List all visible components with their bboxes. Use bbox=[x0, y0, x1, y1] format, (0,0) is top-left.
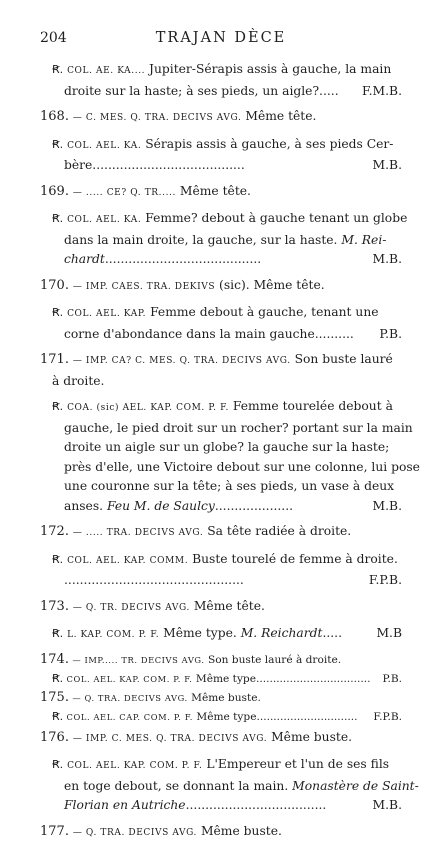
catalogue-text bbox=[40, 60, 420, 849]
entry-number: 171. bbox=[40, 352, 69, 367]
dot-leader: .................... bbox=[214, 498, 294, 513]
reverse-symbol: Ꞧ. bbox=[52, 400, 64, 413]
coin-obverse-entry bbox=[40, 822, 402, 844]
description: Femme debout à gauche, tenant une bbox=[146, 305, 379, 319]
coin-obverse-entry bbox=[40, 728, 402, 750]
description: Sa tête radiée à droite. bbox=[203, 524, 352, 538]
provenance: Feu M. de Saulcy bbox=[103, 498, 215, 513]
legend: — Q. TR. DECIVS AVG. bbox=[72, 602, 190, 613]
running-title: TRAJAN DÈCE bbox=[155, 30, 287, 46]
description-cont: droite un aigle sur un globe? la gauche sur la haste; bbox=[64, 440, 390, 454]
coin-obverse-entry bbox=[40, 182, 402, 204]
description: Son buste lauré à droite. bbox=[204, 653, 342, 666]
legend: COL. AE. KA.... bbox=[67, 66, 146, 76]
coin-obverse-entry bbox=[40, 107, 402, 129]
description-cont: droite sur la haste; à ses pieds, un aigle?..... bbox=[64, 83, 339, 98]
legend: COL. AEL. KA. bbox=[67, 215, 142, 225]
description: Femme tourelée debout à bbox=[229, 399, 393, 413]
dot-leader: ..... bbox=[322, 626, 342, 640]
coin-obverse-entry bbox=[40, 652, 402, 668]
provenance: M. Reichardt bbox=[236, 626, 323, 640]
entry-number: 175. bbox=[40, 689, 69, 705]
provenance: M. Rei- bbox=[337, 232, 387, 247]
description: Même tête. bbox=[189, 598, 265, 613]
collection-ref: M.B. bbox=[372, 498, 402, 513]
description: L'Empereur et l'un de ses fils bbox=[202, 757, 390, 771]
coin-reverse-entry bbox=[40, 755, 419, 816]
description: Même tête. bbox=[241, 109, 317, 123]
entry-number: 174. bbox=[40, 651, 69, 667]
coin-obverse-entry bbox=[40, 350, 402, 391]
collection-ref: P.B. bbox=[379, 326, 402, 341]
description-cont: en toge debout, se donnant la main. bbox=[64, 778, 289, 793]
description-cont: à droite. bbox=[52, 373, 105, 388]
legend: COL. AEL. KAP. COMM. bbox=[67, 555, 189, 566]
dot-leader: ........................................ bbox=[104, 252, 262, 266]
coin-obverse-entry bbox=[40, 522, 402, 544]
legend: — Q. TRA. DECIVS AVG. bbox=[72, 827, 198, 838]
entry-number: 177. bbox=[40, 823, 69, 839]
legend: COL. AEL. KAP. COM. P. F. bbox=[67, 761, 203, 771]
coin-reverse-entry bbox=[40, 624, 402, 646]
provenance-cont: chardt bbox=[64, 252, 105, 266]
collection-ref: M.B. bbox=[372, 798, 402, 812]
entry-number: 173. bbox=[40, 598, 69, 614]
legend: — IMP. C. MES. Q. TRA. DECIVS AVG. bbox=[72, 733, 268, 744]
coin-reverse-entry bbox=[40, 671, 402, 687]
legend: — ..... CE? Q. TR..... bbox=[72, 187, 176, 198]
dot-leader: .................................... bbox=[185, 798, 327, 812]
reverse-symbol: Ꞧ. bbox=[52, 306, 64, 319]
coin-reverse-entry bbox=[40, 60, 402, 101]
provenance: Monastère de Saint- bbox=[288, 778, 419, 793]
description-cont: une couronne sur la tête; à ses pieds, un vase à deux bbox=[64, 479, 395, 493]
description-cont: corne d'abondance dans la main gauche.......... bbox=[64, 326, 354, 341]
legend: COA. (sic) AEL. KAP. COM. P. F. bbox=[67, 403, 230, 413]
reverse-symbol: Ꞧ. bbox=[52, 552, 64, 566]
entry-number: 169. bbox=[40, 183, 69, 199]
provenance-cont: Florian en Autriche bbox=[64, 798, 186, 812]
legend: COL. AEL. KAP. bbox=[67, 309, 147, 319]
reverse-symbol: Ꞧ. bbox=[52, 212, 64, 225]
legend: L. KAP. COM. P. F. bbox=[67, 630, 160, 640]
description: Même buste. bbox=[267, 729, 353, 744]
coin-reverse-entry bbox=[40, 209, 408, 270]
description: Son buste lauré bbox=[290, 352, 393, 366]
legend: COL. AEL. CAP. COM. P. F. bbox=[66, 711, 193, 722]
collection-ref: F.P.B. bbox=[373, 710, 402, 723]
description: (sic). Même tête. bbox=[215, 277, 325, 292]
coin-obverse-entry bbox=[40, 690, 402, 706]
description-cont: bère....................................... bbox=[64, 158, 245, 172]
collection-ref: F.M.B. bbox=[362, 83, 402, 98]
reverse-symbol: Ꞧ. bbox=[52, 758, 64, 771]
description: Sérapis assis à gauche, à ses pieds Cer- bbox=[141, 136, 394, 151]
legend: — IMP. CAES. TRA. DEKIVS bbox=[72, 281, 216, 292]
description: Même buste. bbox=[197, 823, 282, 838]
description: Même type bbox=[192, 672, 256, 685]
description-cont: dans la main droite, la gauche, sur la haste. bbox=[64, 232, 338, 247]
reverse-symbol: Ꞧ. bbox=[52, 627, 64, 640]
description: Même tête. bbox=[175, 183, 251, 198]
legend: — ..... TRA. DECIVS AVG. bbox=[72, 528, 204, 538]
collection-ref: F.P.B. bbox=[368, 573, 402, 587]
collection-ref: M.B. bbox=[372, 252, 402, 266]
legend: — IMP. CA? C. MES. Q. TRA. DECIVS AVG. bbox=[72, 356, 291, 366]
description-cont: anses. bbox=[64, 498, 104, 513]
entry-number: 176. bbox=[40, 729, 69, 745]
reverse-symbol: Ꞧ. bbox=[52, 137, 64, 151]
reverse-symbol: Ꞧ. bbox=[52, 709, 64, 723]
description-cont: gauche, le pied droit sur un rocher? portant sur la main bbox=[64, 420, 413, 435]
running-header bbox=[40, 30, 402, 50]
coin-reverse-entry bbox=[40, 135, 402, 176]
coin-obverse-entry bbox=[40, 597, 402, 619]
reverse-symbol: Ꞧ. bbox=[52, 63, 64, 76]
legend: — Q. TRA. DECIVS AVG. bbox=[72, 692, 188, 703]
collection-ref: M.B bbox=[376, 626, 402, 640]
coin-obverse-entry bbox=[40, 276, 402, 298]
description: Femme? debout à gauche tenant un globe bbox=[141, 211, 408, 225]
entry-number: 172. bbox=[40, 524, 69, 539]
collection-ref: M.B. bbox=[372, 158, 402, 172]
description-cont: près d'elle, une Victoire debout sur une colonne, lui pose bbox=[64, 459, 420, 474]
dot-leader: .............................. bbox=[256, 710, 358, 723]
coin-reverse-entry bbox=[40, 709, 402, 725]
dot-leader: .............................................. bbox=[64, 573, 244, 587]
description: Même buste. bbox=[187, 691, 261, 704]
coin-reverse-entry bbox=[40, 303, 402, 344]
description: Même type bbox=[193, 710, 257, 723]
legend: — IMP..... TR. DECIVS AVG. bbox=[72, 654, 205, 665]
legend: — C. MES. Q. TRA. DECIVS AVG. bbox=[72, 113, 242, 123]
reverse-symbol: Ꞧ. bbox=[52, 671, 64, 685]
description: Jupiter-Sérapis assis à gauche, la main bbox=[145, 62, 392, 76]
coin-reverse-entry bbox=[40, 397, 420, 516]
legend: COL. AEL. KA. bbox=[67, 140, 142, 151]
legend: COL. AEL. KAP. COM. P. F. bbox=[66, 673, 193, 684]
collection-ref: P.B. bbox=[382, 672, 402, 685]
description: Même type. bbox=[159, 626, 237, 640]
description: Buste tourelé de femme à droite. bbox=[188, 551, 398, 566]
coin-reverse-entry bbox=[40, 550, 402, 591]
dot-leader: .................................. bbox=[255, 672, 371, 685]
entry-number: 170. bbox=[40, 277, 69, 293]
page-number: 204 bbox=[40, 30, 67, 46]
entry-number: 168. bbox=[40, 109, 69, 124]
